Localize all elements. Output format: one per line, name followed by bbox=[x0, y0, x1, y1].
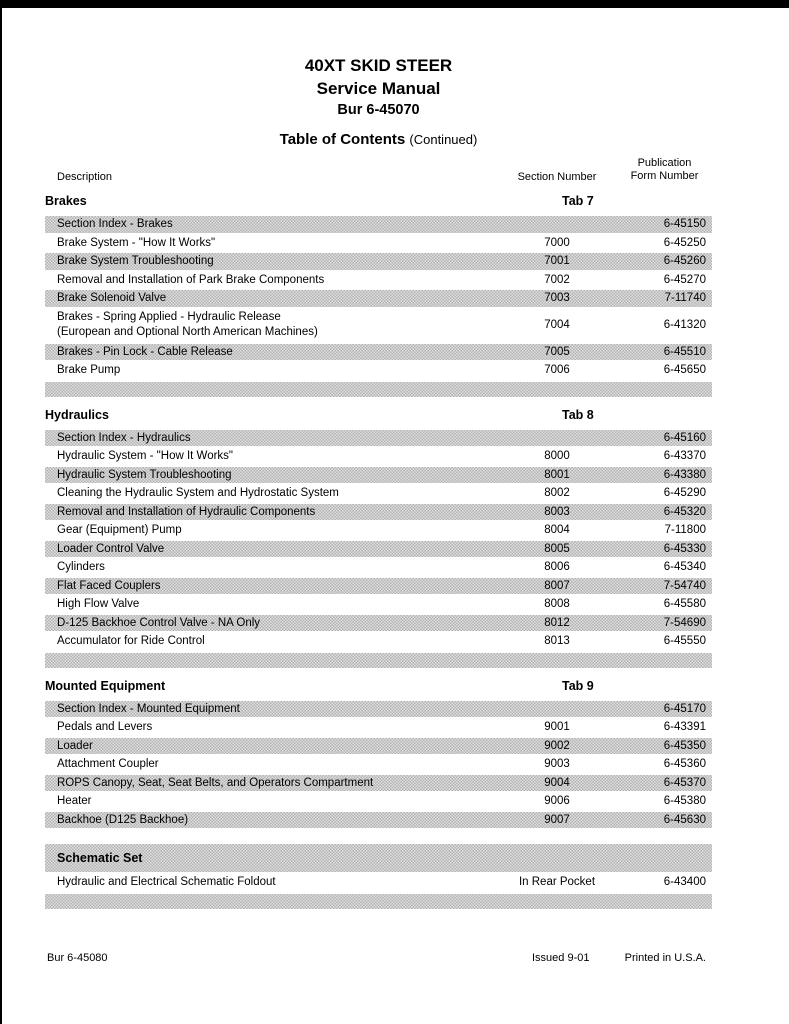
section-number-cell: 8005 bbox=[544, 542, 570, 555]
description-text: Brakes - Spring Applied - Hydraulic Release bbox=[57, 311, 281, 323]
publication-number-cell: 7-54740 bbox=[663, 579, 706, 592]
publication-number-cell: 6-45340 bbox=[663, 561, 706, 574]
description-cell bbox=[45, 218, 497, 230]
publication-number-cell: 6-45360 bbox=[663, 758, 706, 771]
description-cell bbox=[45, 364, 497, 376]
footer-form-number: Bur 6-45080 bbox=[47, 952, 108, 964]
description-text: Hydraulic System - "How It Works" bbox=[57, 450, 234, 463]
section-number-cell: 9004 bbox=[544, 776, 570, 789]
description-text: Hydraulic System Troubleshooting bbox=[57, 468, 232, 481]
publication-number-cell: 6-43370 bbox=[663, 450, 706, 463]
description-text: Pedals and Levers bbox=[57, 721, 153, 734]
publication-number-cell: 6-45630 bbox=[663, 813, 706, 826]
table-row bbox=[45, 309, 712, 342]
section-spacer bbox=[45, 894, 712, 909]
section-number-cell: 9006 bbox=[544, 795, 570, 808]
publication-number-cell: 6-41320 bbox=[663, 319, 706, 331]
description-text: Section Index - Brakes bbox=[57, 218, 173, 231]
section-number-cell: 7003 bbox=[544, 292, 570, 305]
description-cell bbox=[45, 561, 497, 573]
description-cell bbox=[45, 876, 497, 888]
tab-label: Tab 7 bbox=[562, 194, 594, 208]
table-row bbox=[45, 253, 712, 270]
table-row bbox=[45, 615, 712, 632]
publication-number-cell: 6-45270 bbox=[663, 273, 706, 286]
description-text: Cleaning the Hydraulic System and Hydrostatic System bbox=[57, 487, 339, 500]
tab-label: Tab 9 bbox=[562, 678, 594, 693]
toc-section bbox=[45, 844, 712, 909]
section-heading: Brakes bbox=[45, 194, 87, 208]
description-text: Brake System Troubleshooting bbox=[57, 255, 214, 268]
publication-number-cell: 6-45150 bbox=[663, 218, 706, 231]
section-heading-row bbox=[45, 679, 712, 695]
publication-number-cell: 6-45370 bbox=[663, 776, 706, 789]
publication-number-cell: 6-43380 bbox=[663, 468, 706, 481]
table-row bbox=[45, 541, 712, 558]
description-cell bbox=[45, 777, 497, 789]
section-number-cell: 8008 bbox=[544, 598, 570, 611]
description-text: Brakes - Pin Lock - Cable Release bbox=[57, 345, 233, 358]
table-row bbox=[45, 701, 712, 718]
section-number-cell: 8003 bbox=[544, 505, 570, 518]
table-row bbox=[45, 756, 712, 773]
description-cell bbox=[45, 524, 497, 536]
section-number-cell: 8013 bbox=[544, 635, 570, 648]
description-text: Section Index - Hydraulics bbox=[57, 431, 191, 444]
table-row bbox=[45, 812, 712, 829]
description-text: Hydraulic and Electrical Schematic Foldout bbox=[57, 876, 276, 889]
description-cell bbox=[45, 255, 497, 267]
section-number-cell: 8006 bbox=[544, 561, 570, 574]
table-row bbox=[45, 793, 712, 810]
description-text: Accumulator for Ride Control bbox=[57, 635, 205, 648]
publication-number-cell: 6-45290 bbox=[663, 487, 706, 500]
column-header-section-number: Section Number bbox=[517, 171, 597, 183]
section-spacer bbox=[45, 653, 712, 668]
description-cell bbox=[45, 814, 497, 826]
publication-number-cell: 7-11740 bbox=[664, 292, 706, 305]
description-cell bbox=[45, 274, 497, 286]
table-row bbox=[45, 235, 712, 252]
page-footer bbox=[47, 952, 706, 968]
description-text: Brake Pump bbox=[57, 364, 121, 377]
page-title: 40XT SKID STEER bbox=[304, 56, 453, 75]
publication-number-cell: 6-45250 bbox=[663, 236, 706, 249]
description-cell bbox=[45, 598, 497, 610]
description-cell bbox=[45, 346, 497, 358]
description-text-line2: (European and Optional North American Machines) bbox=[57, 326, 318, 338]
description-text: High Flow Valve bbox=[57, 598, 140, 611]
footer-printed-in: Printed in U.S.A. bbox=[624, 952, 706, 964]
description-text: Brake System - "How It Works" bbox=[57, 236, 216, 249]
description-text: Heater bbox=[57, 795, 92, 808]
section-heading-row bbox=[45, 194, 712, 210]
section-number-cell: 8004 bbox=[544, 524, 570, 537]
section-number-cell: 7005 bbox=[544, 345, 570, 358]
section-heading: Schematic Set bbox=[57, 851, 143, 865]
table-row bbox=[45, 522, 712, 539]
table-row bbox=[45, 596, 712, 613]
scan-border-left bbox=[0, 0, 2, 1024]
section-number-cell: 7000 bbox=[544, 236, 570, 249]
publication-number-cell: 6-45330 bbox=[663, 542, 706, 555]
column-header-publication: Publication Form Number bbox=[630, 157, 699, 182]
publication-number-cell: 6-45580 bbox=[663, 598, 706, 611]
page-subtitle: Service Manual bbox=[316, 79, 441, 98]
publication-number-cell: 6-45170 bbox=[663, 702, 706, 715]
description-text: Flat Faced Couplers bbox=[57, 579, 161, 592]
publication-number-cell: 6-45350 bbox=[663, 739, 706, 752]
table-row bbox=[45, 504, 712, 521]
section-number-cell: 8001 bbox=[544, 468, 570, 481]
scan-border-top bbox=[0, 0, 789, 8]
description-cell bbox=[45, 506, 497, 518]
description-text: Backhoe (D125 Backhoe) bbox=[57, 813, 189, 826]
table-row bbox=[45, 448, 712, 465]
section-heading: Mounted Equipment bbox=[45, 678, 166, 693]
table-row bbox=[45, 738, 712, 755]
section-heading: Hydraulics bbox=[45, 407, 109, 422]
description-cell bbox=[45, 237, 497, 249]
table-row bbox=[45, 272, 712, 289]
footer-issued-date: Issued 9-01 bbox=[532, 952, 590, 964]
section-number-cell: 8007 bbox=[544, 579, 570, 592]
title-block bbox=[45, 54, 712, 149]
table-row bbox=[45, 467, 712, 484]
description-cell bbox=[45, 795, 497, 807]
table-row bbox=[45, 344, 712, 361]
table-row bbox=[45, 290, 712, 307]
description-cell bbox=[45, 703, 497, 715]
description-cell bbox=[45, 543, 497, 555]
toc-title: Table of Contents bbox=[279, 131, 406, 148]
page-content bbox=[45, 8, 712, 911]
section-number-cell: 9003 bbox=[544, 758, 570, 771]
description-cell bbox=[45, 721, 497, 733]
section-number-cell: 7001 bbox=[544, 255, 570, 268]
table-row bbox=[45, 578, 712, 595]
description-cell bbox=[45, 635, 497, 647]
description-text: Loader Control Valve bbox=[57, 542, 165, 555]
section-heading-band bbox=[45, 844, 712, 872]
manual-number: Bur 6-45070 bbox=[337, 102, 420, 118]
description-cell bbox=[45, 310, 497, 340]
toc-title-line bbox=[45, 131, 712, 149]
table-row bbox=[45, 559, 712, 576]
publication-number-cell: 7-54690 bbox=[663, 616, 706, 629]
column-header-description: Description bbox=[57, 171, 113, 183]
section-number-cell: 9001 bbox=[544, 721, 570, 734]
description-cell bbox=[45, 432, 497, 444]
publication-number-cell: 6-45260 bbox=[663, 255, 706, 268]
description-cell bbox=[45, 469, 497, 481]
publication-number-cell: 6-45160 bbox=[663, 431, 706, 444]
section-number-cell: 9002 bbox=[544, 739, 570, 752]
description-text: Gear (Equipment) Pump bbox=[57, 524, 182, 537]
toc-section bbox=[45, 194, 712, 397]
toc-section bbox=[45, 408, 712, 668]
publication-number-cell: 7-11800 bbox=[664, 524, 706, 537]
description-text: Cylinders bbox=[57, 561, 105, 574]
publication-number-cell: 6-45380 bbox=[663, 795, 706, 808]
description-text: Removal and Installation of Hydraulic Components bbox=[57, 505, 316, 518]
description-text: ROPS Canopy, Seat, Seat Belts, and Operators Compartment bbox=[57, 776, 374, 789]
description-cell bbox=[45, 580, 497, 592]
section-number-cell: In Rear Pocket bbox=[518, 876, 596, 889]
description-cell bbox=[45, 740, 497, 752]
table-row bbox=[45, 874, 712, 891]
table-row bbox=[45, 430, 712, 447]
description-text: Loader bbox=[57, 739, 93, 752]
description-text: D-125 Backhoe Control Valve - NA Only bbox=[57, 616, 261, 629]
table-row bbox=[45, 719, 712, 736]
description-cell bbox=[45, 758, 497, 770]
publication-number-cell: 6-45650 bbox=[663, 364, 706, 377]
toc-section bbox=[45, 679, 712, 829]
description-cell bbox=[45, 292, 497, 304]
toc-continued-label: (Continued) bbox=[409, 132, 478, 147]
description-text: Brake Solenoid Valve bbox=[57, 292, 167, 305]
toc-body bbox=[45, 194, 712, 909]
description-text: Removal and Installation of Park Brake Components bbox=[57, 273, 325, 286]
description-cell bbox=[45, 487, 497, 499]
section-number-cell: 7006 bbox=[544, 364, 570, 377]
table-row bbox=[45, 775, 712, 792]
section-number-cell: 8000 bbox=[544, 450, 570, 463]
publication-number-cell: 6-43400 bbox=[663, 876, 706, 889]
column-headers bbox=[45, 157, 712, 183]
section-number-cell: 7002 bbox=[544, 273, 570, 286]
description-cell bbox=[45, 450, 497, 462]
table-row bbox=[45, 362, 712, 379]
section-number-cell: 9007 bbox=[544, 813, 570, 826]
publication-number-cell: 6-45550 bbox=[663, 635, 706, 648]
section-number-cell: 7004 bbox=[544, 319, 570, 331]
publication-number-cell: 6-43391 bbox=[663, 721, 706, 734]
tab-label: Tab 8 bbox=[562, 407, 594, 422]
description-text: Attachment Coupler bbox=[57, 758, 159, 771]
table-row bbox=[45, 485, 712, 502]
table-row bbox=[45, 633, 712, 650]
section-spacer bbox=[45, 382, 712, 397]
section-number-cell: 8002 bbox=[544, 487, 570, 500]
description-cell bbox=[45, 617, 497, 629]
table-row bbox=[45, 216, 712, 233]
section-heading-row bbox=[45, 408, 712, 424]
publication-number-cell: 6-45510 bbox=[663, 345, 706, 358]
publication-number-cell: 6-45320 bbox=[663, 505, 706, 518]
description-text: Section Index - Mounted Equipment bbox=[57, 702, 240, 715]
section-number-cell: 8012 bbox=[544, 616, 570, 629]
